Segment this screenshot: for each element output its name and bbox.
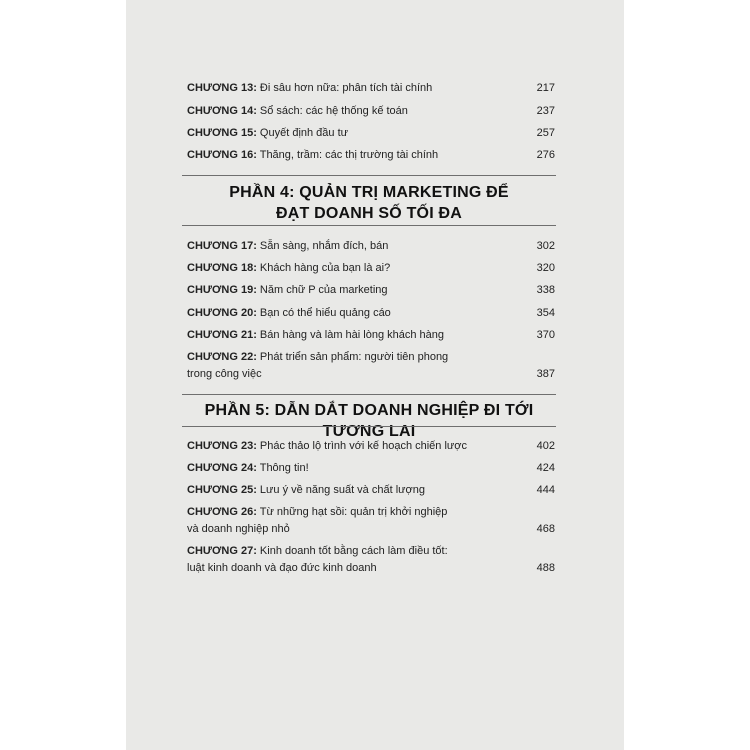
chapter-number: CHƯƠNG 20:: [187, 307, 257, 319]
chapter-title: Khách hàng của bạn là ai?: [259, 262, 391, 274]
chapter-number: CHƯƠNG 27:: [187, 545, 257, 557]
chapter-number: CHƯƠNG 14:: [187, 105, 257, 117]
chapter-title: Lưu ý về năng suất và chất lượng: [259, 484, 425, 496]
chapter-title: Phác thảo lộ trình với kế hoạch chiến lược: [259, 440, 467, 452]
chapter-title: Bán hàng và làm hài lòng khách hàng: [259, 329, 444, 341]
chapter-title: Phát triển sản phẩm: người tiên phong: [259, 351, 449, 363]
chapter-number: CHƯƠNG 17:: [187, 240, 257, 252]
toc-entry-18: [187, 260, 555, 277]
chapter-number: CHƯƠNG 26:: [187, 506, 257, 518]
toc-entry-25: [187, 482, 555, 499]
toc-entry-16: [187, 147, 555, 164]
toc-entry-23: [187, 438, 555, 455]
chapter-title: Bạn có thể hiểu quảng cáo: [259, 307, 391, 319]
divider: [182, 394, 556, 395]
toc-entry-17: [187, 238, 555, 255]
page-number: 424: [536, 462, 555, 474]
page-number: 237: [536, 105, 555, 117]
chapter-title: Quyết định đầu tư: [259, 127, 349, 139]
chapter-title: Thăng, trầm: các thị trường tài chính: [259, 149, 439, 161]
chapter-title-continued: và doanh nghiệp nhỏ: [187, 523, 290, 535]
divider: [182, 225, 556, 226]
divider: [182, 426, 556, 427]
toc-entry-22: [187, 349, 555, 383]
chapter-number: CHƯƠNG 13:: [187, 82, 257, 94]
chapter-title: Kinh doanh tốt bằng cách làm điều tốt:: [259, 545, 448, 557]
page-number: 387: [536, 368, 555, 380]
chapter-title: Sẵn sàng, nhắm đích, bán: [259, 240, 389, 252]
toc-entry-14: [187, 103, 555, 120]
toc-entry-19: [187, 282, 555, 299]
part-5-heading-line: PHẦN 5: DẪN DẮT DOANH NGHIỆP ĐI TỚI TƯƠNG LAI: [204, 402, 534, 440]
chapter-number: CHƯƠNG 25:: [187, 484, 257, 496]
chapter-title-continued: luật kinh doanh và đạo đức kinh doanh: [187, 562, 377, 574]
toc-entry-20: [187, 305, 555, 322]
chapter-number: CHƯƠNG 24:: [187, 462, 257, 474]
page-number: 402: [536, 440, 555, 452]
chapter-title: Thông tin!: [259, 462, 309, 474]
toc-entry-15: [187, 125, 555, 142]
part-4-heading-line-2: ĐẠT DOANH SỐ TỐI ĐA: [275, 205, 463, 222]
chapter-title: Đi sâu hơn nữa: phân tích tài chính: [259, 82, 433, 94]
page-number: 338: [536, 284, 555, 296]
chapter-title-continued: trong công việc: [187, 368, 262, 380]
part-4-heading: [182, 182, 556, 224]
part-4-heading-line-1: PHẦN 4: QUẢN TRỊ MARKETING ĐỂ: [229, 184, 509, 201]
book-page: [126, 0, 624, 750]
toc-entry-13: [187, 80, 555, 97]
chapter-number: CHƯƠNG 21:: [187, 329, 257, 341]
chapter-title: Năm chữ P của marketing: [259, 284, 388, 296]
chapter-number: CHƯƠNG 16:: [187, 149, 257, 161]
chapter-number: CHƯƠNG 22:: [187, 351, 257, 363]
page-number: 302: [536, 240, 555, 252]
chapter-number: CHƯƠNG 15:: [187, 127, 257, 139]
page-number: 276: [536, 149, 555, 161]
chapter-number: CHƯƠNG 19:: [187, 284, 257, 296]
toc-entry-24: [187, 460, 555, 477]
page-number: 217: [536, 82, 555, 94]
toc-entry-26: [187, 504, 555, 538]
divider: [182, 175, 556, 176]
page-number: 370: [536, 329, 555, 341]
page-number: 488: [536, 562, 555, 574]
chapter-number: CHƯƠNG 18:: [187, 262, 257, 274]
chapter-title: Sổ sách: các hệ thống kế toán: [259, 105, 408, 117]
chapter-title: Từ những hạt sồi: quản trị khởi nghiệp: [259, 506, 448, 518]
chapter-number: CHƯƠNG 23:: [187, 440, 257, 452]
page-number: 354: [536, 307, 555, 319]
page-number: 257: [536, 127, 555, 139]
page-number: 320: [536, 262, 555, 274]
toc-entry-27: [187, 543, 555, 577]
page-number: 468: [536, 523, 555, 535]
toc-entry-21: [187, 327, 555, 344]
part-5-heading: [182, 400, 556, 442]
page-number: 444: [536, 484, 555, 496]
